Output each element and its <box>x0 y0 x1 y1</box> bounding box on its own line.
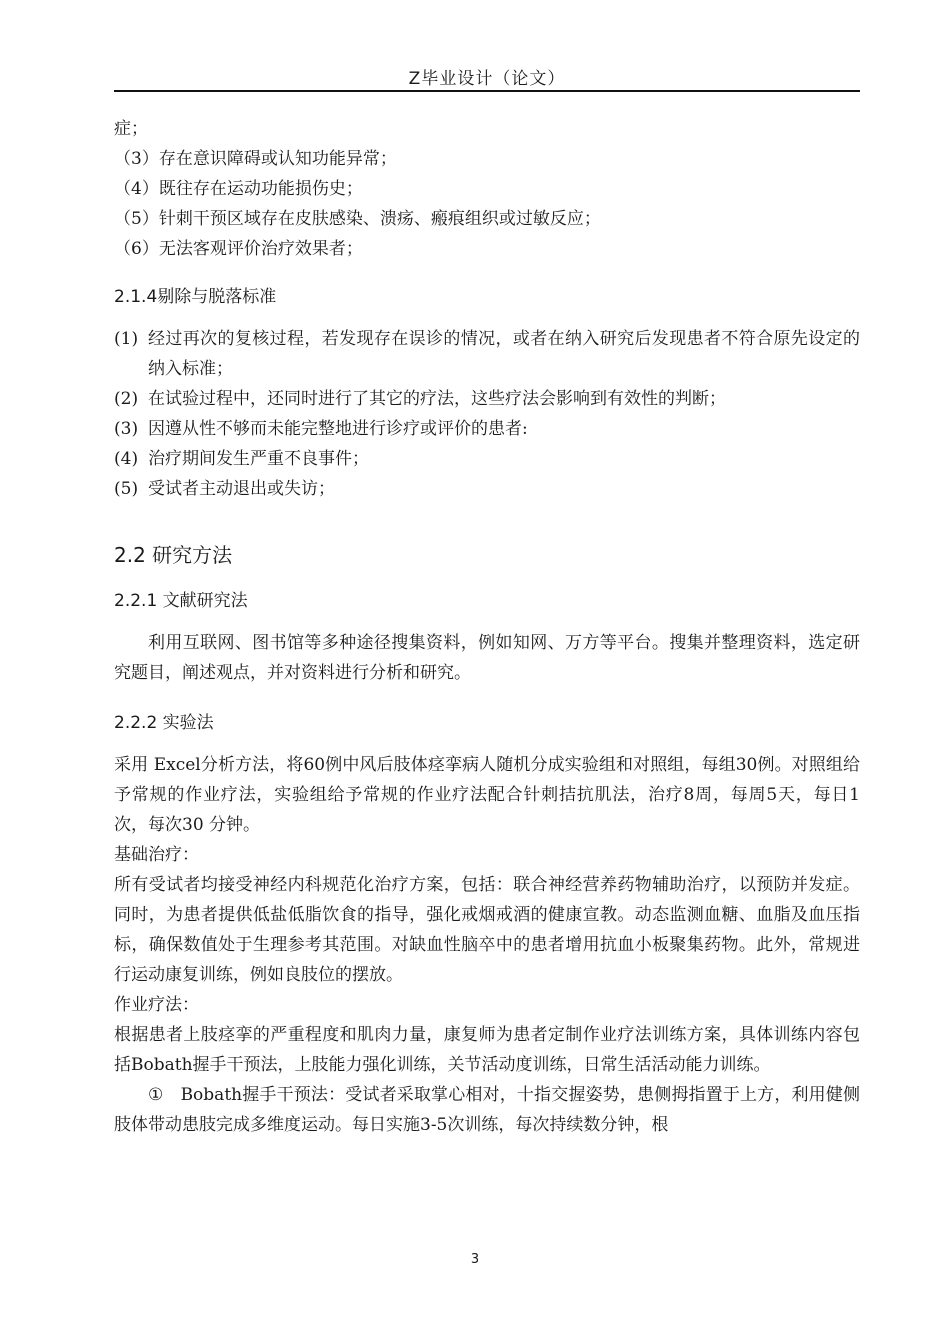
heading-2-2-2: 2.2.2 实验法 <box>114 713 214 733</box>
paragraph-literature-method: 利用互联网、图书馆等多种途径搜集资料，例如知网、万方等平台。搜集并整理资料，选定研究题目，阐述观点，并对资料进行分析和研究。 <box>114 633 860 683</box>
heading-2-2: 2.2 研究方法 <box>114 543 233 567</box>
criteria-item <box>114 414 860 444</box>
exclusion-item: （4）既往存在运动功能损伤史； <box>114 179 363 199</box>
criteria-number: (3) <box>114 419 139 439</box>
exclusion-item: （3）存在意识障碍或认知功能异常； <box>114 149 397 169</box>
label-occupational-therapy: 作业疗法： <box>114 995 199 1015</box>
criteria-text: 受试者主动退出或失访； <box>148 479 335 499</box>
heading-2-1-4: 2.1.4剔除与脱落标准 <box>114 287 277 307</box>
paragraph-occupational-therapy: 根据患者上肢痉挛的严重程度和肌肉力量，康复师为患者定制作业疗法训练方案，具体训练内容包括Bobath握手干预法，上肢能力强化训练，关节活动度训练，日常生活活动能力训练。 <box>114 1025 860 1075</box>
label-basic-treatment: 基础治疗： <box>114 845 199 865</box>
page-number: 3 <box>470 1252 480 1267</box>
exclusion-item: （6）无法客观评价治疗效果者； <box>114 239 363 259</box>
paragraph-basic-treatment: 所有受试者均接受神经内科规范化治疗方案，包括：联合神经营养药物辅助治疗，以预防并发症。同时，为患者提供低盐低脂饮食的指导，强化戒烟戒酒的健康宣教。动态监测血糖、血脂及血压指标，确保数值处于生理参考其范围。对缺血性脑卒中的患者增用抗血小板聚集药物。此外，常规进行运动康复训练，例如良肢位的摆放。 <box>114 875 860 985</box>
criteria-text: 因遵从性不够而未能完整地进行诊疗或评价的患者: <box>148 419 528 439</box>
criteria-number: (5) <box>114 479 139 499</box>
criteria-item <box>114 324 860 384</box>
header-rule <box>114 90 860 92</box>
paragraph-continuation: 症； <box>114 119 148 139</box>
criteria-item <box>114 444 860 474</box>
criteria-number: (1) <box>114 329 139 349</box>
page-body <box>114 114 860 1140</box>
criteria-item <box>114 384 860 414</box>
running-header: Z毕业设计（论文） <box>408 69 566 89</box>
criteria-text: 治疗期间发生严重不良事件； <box>148 449 369 469</box>
heading-2-2-1: 2.2.1 文献研究法 <box>114 591 248 611</box>
criteria-number: (2) <box>114 389 139 409</box>
criteria-item <box>114 474 860 504</box>
criteria-text: 在试验过程中，还同时进行了其它的疗法，这些疗法会影响到有效性的判断； <box>148 389 726 409</box>
paragraph-experiment-intro: 采用 Excel分析方法，将60例中风后肢体痉挛病人随机分成实验组和对照组，每组30例。对照组给予常规的作业疗法，实验组给予常规的作业疗法配合针刺拮抗肌法，治疗8周，每周5天，每日1次，每次30 分钟。 <box>114 755 860 835</box>
criteria-text: 经过再次的复核过程，若发现存在误诊的情况，或者在纳入研究后发现患者不符合原先设定的纳入标准； <box>148 329 860 379</box>
paragraph-bobath: ① Bobath握手干预法：受试者采取掌心相对，十指交握姿势，患侧拇指置于上方，利用健侧肢体带动患肢完成多维度运动。每日实施3-5次训练，每次持续数分钟，根 <box>114 1085 860 1135</box>
exclusion-item: （5）针刺干预区域存在皮肤感染、溃疡、瘢痕组织或过敏反应； <box>114 209 601 229</box>
criteria-number: (4) <box>114 449 139 469</box>
